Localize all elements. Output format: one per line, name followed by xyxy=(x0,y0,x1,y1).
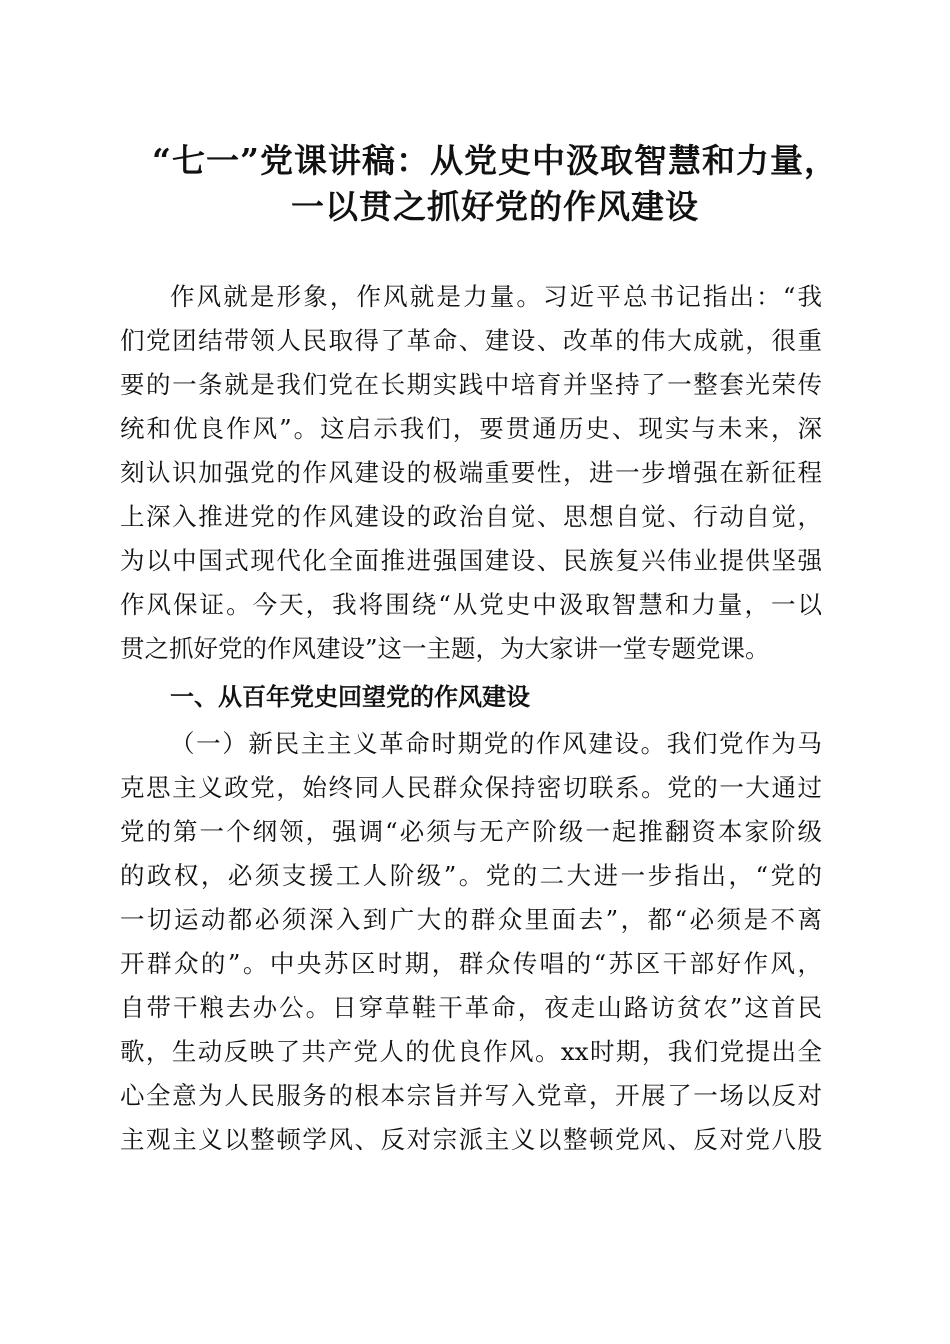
section-paragraph-line: 党的第一个纲领，强调“必须与无产阶级一起推翻资本家阶级 xyxy=(120,817,822,846)
intro-paragraph-line: 们党团结带领人民取得了革命、建设、改革的伟大成就，很重 xyxy=(120,326,822,355)
intro-paragraph-line: 为以中国式现代化全面推进强国建设、民族复兴伟业提供坚强 xyxy=(120,546,822,575)
section-paragraph-line: 开群众的”。中央苏区时期，群众传唱的“苏区干部好作风， xyxy=(120,949,822,978)
section-heading: 一、从百年党史回望党的作风建设 xyxy=(170,683,530,711)
intro-paragraph-line: 要的一条就是我们党在长期实践中培育并坚持了一整套光荣传 xyxy=(120,370,822,399)
intro-paragraph-line: 作风就是形象，作风就是力量。习近平总书记指出：“我 xyxy=(170,282,822,311)
intro-paragraph-line: 刻认识加强党的作风建设的极端重要性，进一步增强在新征程 xyxy=(120,458,822,487)
section-paragraph-line: 一切运动都必须深入到广大的群众里面去”，都“必须是不离 xyxy=(120,905,822,934)
section-paragraph-line: 克思主义政党，始终同人民群众保持密切联系。党的一大通过 xyxy=(120,773,822,802)
document-title-line-2: 一以贯之抓好党的作风建设 xyxy=(291,187,699,226)
section-paragraph-line: 歌，生动反映了共产党人的优良作风。xx时期，我们党提出全 xyxy=(120,1037,822,1066)
section-paragraph-line: （一）新民主主义革命时期党的作风建设。我们党作为马 xyxy=(170,729,822,758)
section-paragraph-line: 主观主义以整顿学风、反对宗派主义以整顿党风、反对党八股 xyxy=(120,1125,822,1154)
section-paragraph-line: 自带干粮去办公。日穿草鞋干革命，夜走山路访贫农”这首民 xyxy=(120,993,822,1022)
intro-paragraph-line: 作风保证。今天，我将围绕“从党史中汲取智慧和力量，一以 xyxy=(120,590,822,619)
intro-paragraph-line: 上深入推进党的作风建设的政治自觉、思想自觉、行动自觉， xyxy=(120,502,822,531)
document-title-line-1: “七一”党课讲稿：从党史中汲取智慧和力量， xyxy=(152,141,838,180)
intro-paragraph-line: 贯之抓好党的作风建设”这一主题，为大家讲一堂专题党课。 xyxy=(120,634,770,663)
section-paragraph-line: 的政权，必须支援工人阶级”。党的二大进一步指出，“党的 xyxy=(120,861,822,890)
section-paragraph-line: 心全意为人民服务的根本宗旨并写入党章，开展了一场以反对 xyxy=(120,1081,822,1110)
intro-paragraph-line: 统和优良作风”。这启示我们，要贯通历史、现实与未来，深 xyxy=(120,414,822,443)
